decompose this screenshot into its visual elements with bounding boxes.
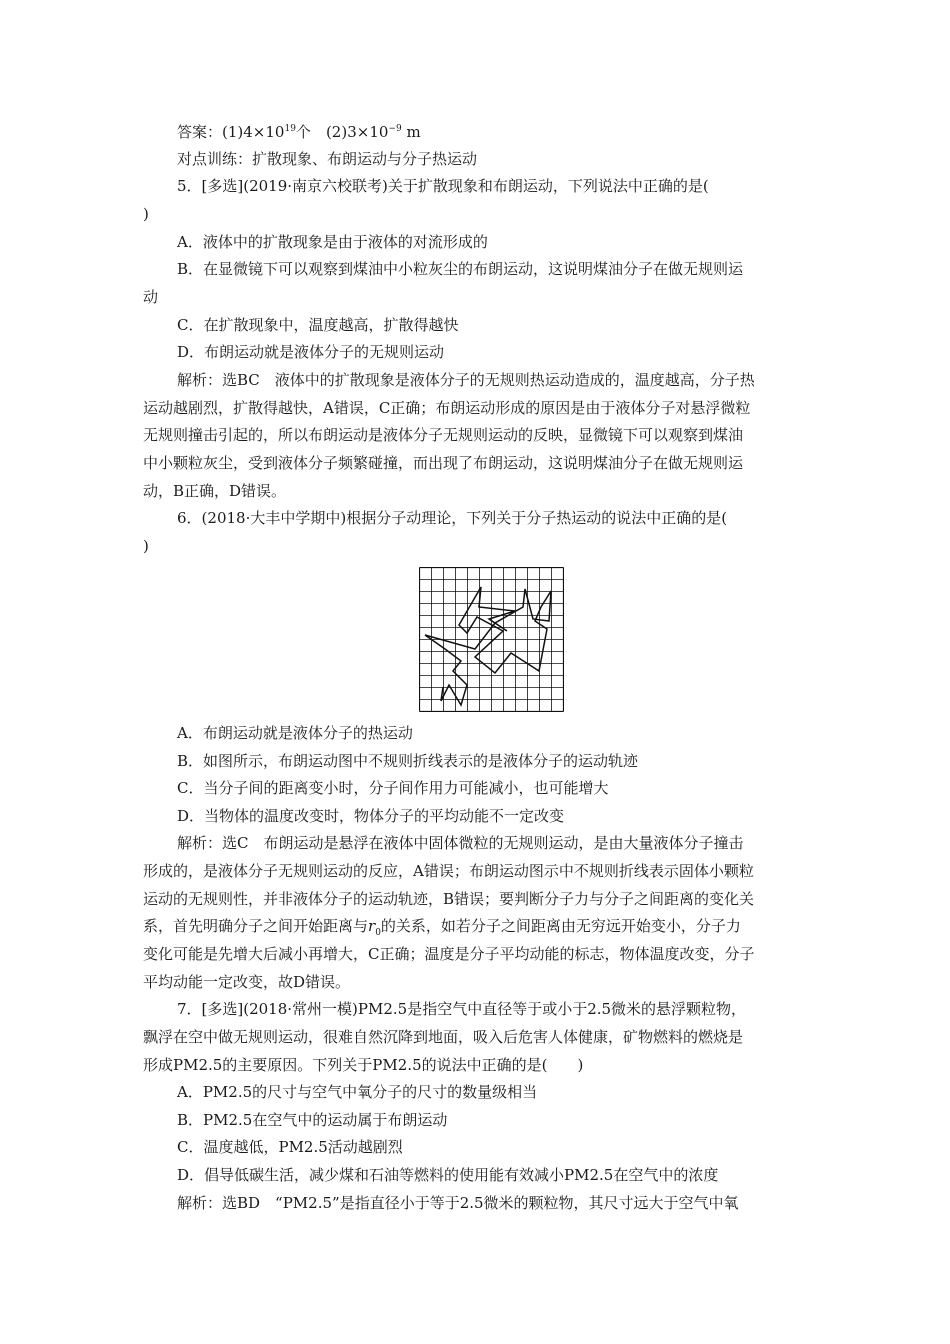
q6-explanation-line-5: 变化可能是先增大后减小再增大，C正确；温度是分子平均动能的标志，物体温度改变，分子	[143, 945, 755, 963]
q5-explanation-line-4: 中小颗粒灰尘，受到液体分子频繁碰撞，而出现了布朗运动，这说明煤油分子在做无规则运	[143, 454, 744, 472]
q7-option-a: A．PM2.5的尺寸与空气中氧分子的尺寸的数量级相当	[177, 1083, 538, 1101]
q5-option-b-line-1: B．在显微镜下可以观察到煤油中小粒灰尘的布朗运动，这说明煤油分子在做无规则运	[177, 260, 744, 278]
q6-explanation-line-2: 形成的，是液体分子无规则运动的反应，A错误；布朗运动图示中不规则折线表示固体小颗粒	[143, 862, 754, 880]
q6-option-c: C．当分子间的距离变小时，分子间作用力可能减小，也可能增大	[177, 779, 609, 797]
q5-option-c: C．在扩散现象中，温度越高，扩散得越快	[177, 316, 459, 334]
q5-explanation-line-3: 无规则撞击引起的，所以布朗运动是液体分子无规则运动的反映，显微镜下可以观察到煤油	[143, 426, 744, 444]
q7-explanation-line-1: 解析：选BD “PM2.5”是指直径小于等于2.5微米的颗粒物，其尺寸远大于空气中氧	[177, 1194, 739, 1212]
q6-option-d: D．当物体的温度改变时，物体分子的平均动能不一定改变	[177, 807, 565, 825]
q7-stem-line-1: 7．[多选](2018·常州一模)PM2.5是指空气中直径等于或小于2.5微米的悬浮颗粒物，	[177, 1000, 747, 1018]
q5-stem-line-2: )	[143, 205, 149, 223]
answer-line: 答案：$(1)4\times 10^{19}$个 $(2)3\times 10^{-9}$ m	[177, 123, 421, 141]
q6-explanation-line-3: 运动的无规则性，并非液体分子的运动轨迹，B错误；要判断分子力与分子之间距离的变化关	[143, 890, 755, 908]
q5-option-d: D．布朗运动就是液体分子的无规则运动	[177, 343, 445, 361]
q6-explanation-line-6: 平均动能一定改变，故D错误。	[143, 973, 351, 991]
q5-stem-line-1: 5．[多选](2019·南京六校联考)关于扩散现象和布朗运动，下列说法中正确的是(	[177, 177, 709, 195]
section-title: 对点训练：扩散现象、布朗运动与分子热运动	[177, 150, 478, 168]
q5-option-a: A．液体中的扩散现象是由于液体的对流形成的	[177, 233, 488, 251]
q5-explanation-line-2: 运动越剧烈，扩散得越快，A错误，C正确；布朗运动形成的原因是由于液体分子对悬浮微粒	[143, 399, 751, 417]
q6-explanation-line-1: 解析：选C 布朗运动是悬浮在液体中固体微粒的无规则运动，是由大量液体分子撞击	[177, 834, 744, 852]
q5-option-b-line-2: 动	[143, 288, 159, 306]
q6-option-b: B．如图所示，布朗运动图中不规则折线表示的是液体分子的运动轨迹	[177, 752, 639, 770]
q6-stem-line-2: )	[143, 537, 149, 555]
q6-explanation-line-4: 系，首先明确分子之间开始距离与$r_0$的关系，如若分子之间距离由无穷远开始变小，分子力	[143, 917, 741, 938]
q7-option-b: B．PM2.5在空气中的运动属于布朗运动	[177, 1111, 448, 1129]
q5-explanation-line-1: 解析：选BC 液体中的扩散现象是液体分子的无规则热运动造成的，温度越高，分子热	[177, 371, 755, 389]
q7-stem-line-3: 形成PM2.5的主要原因。下列关于PM2.5的说法中正确的是( )	[143, 1056, 584, 1074]
q6-stem-line-1: 6．(2018·大丰中学期中)根据分子动理论，下列关于分子热运动的说法中正确的是(	[177, 509, 728, 527]
q7-option-d: D．倡导低碳生活，减少煤和石油等燃料的使用能有效减小PM2.5在空气中的浓度	[177, 1166, 719, 1184]
brownian-motion-figure	[419, 567, 564, 712]
q5-explanation-line-5: 动，B正确，D错误。	[143, 482, 287, 500]
q7-stem-line-2: 飘浮在空中做无规则运动，很难自然沉降到地面，吸入后危害人体健康，矿物燃料的燃烧是	[143, 1028, 744, 1046]
q6-option-a: A．布朗运动就是液体分子的热运动	[177, 724, 413, 742]
q7-option-c: C．温度越低，PM2.5活动越剧烈	[177, 1138, 403, 1156]
